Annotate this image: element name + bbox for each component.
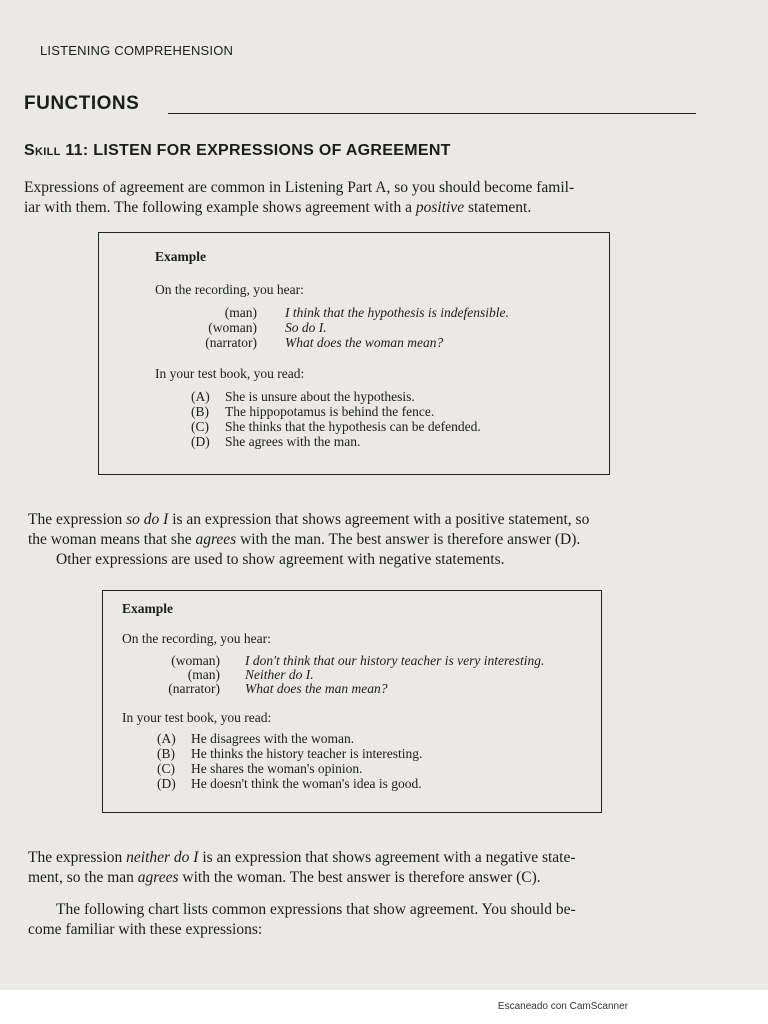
example-2-option (157, 731, 354, 747)
intro-paragraph (24, 178, 574, 218)
example-1-option (191, 419, 481, 435)
option-key: (D) (191, 434, 210, 449)
para2-line-3: Other expressions are used to show agreement with negative statements. (56, 551, 505, 568)
example-2-title: Example (122, 601, 174, 616)
option-key: (B) (157, 746, 175, 761)
para3-line-2b: with the woman. The best answer is therefore answer (C). (178, 869, 541, 886)
para2-line-1b: is an expression that shows agreement with a positive statement, so (168, 511, 590, 528)
para2-line-1a: The expression (28, 511, 127, 528)
example-2-option (157, 761, 363, 777)
example-1-title: Example (155, 249, 207, 264)
option-key: (C) (191, 419, 209, 434)
explanation-paragraph-2 (28, 848, 576, 888)
example-1-line: So do I. (285, 320, 327, 335)
intro-emphasis: positive (415, 199, 465, 216)
option-key: (A) (157, 731, 176, 746)
section-title: FUNCTIONS (24, 93, 140, 114)
para3-emphasis-2: agrees (137, 869, 179, 886)
option-text: He disagrees with the woman. (191, 731, 355, 746)
para4-line-2: come familiar with these expressions: (28, 921, 263, 938)
example-2-hear-label: On the recording, you hear: (122, 631, 271, 646)
para3-emphasis-1: neither do I (126, 849, 199, 866)
option-key: (A) (191, 389, 210, 404)
para4-line-1: The following chart lists common expressions that show agreement. You should be- (56, 901, 576, 918)
para2-line-2a: the woman means that she (28, 531, 196, 548)
skill-title: LISTEN FOR EXPRESSIONS OF AGREEMENT (93, 142, 451, 159)
example-1-line: What does the woman mean? (285, 335, 444, 350)
option-text: He shares the woman's opinion. (191, 761, 363, 776)
example-1-read-label: In your test book, you read: (155, 366, 305, 381)
example-2-speaker: (narrator) (168, 681, 220, 696)
option-text: He thinks the history teacher is interesting. (191, 746, 423, 761)
example-1-speaker: (woman) (208, 320, 257, 335)
example-2-read-label: In your test book, you read: (122, 710, 272, 725)
option-text: She agrees with the man. (225, 434, 361, 449)
para3-line-2a: ment, so the man (28, 869, 138, 886)
example-2-option (157, 746, 422, 762)
example-1-line: I think that the hypothesis is indefensible. (285, 305, 509, 320)
example-1-option (191, 434, 360, 450)
explanation-paragraph-1 (28, 510, 589, 570)
para2-line-2b: with the man. The best answer is therefore answer (D). (236, 531, 581, 548)
skill-heading (24, 142, 451, 160)
example-2-speaker: (woman) (171, 653, 220, 668)
chart-intro-paragraph (28, 900, 576, 940)
example-1-speaker: (narrator) (205, 335, 257, 350)
para3-line-1a: The expression (28, 849, 127, 866)
para2-emphasis-1: so do I (126, 511, 169, 528)
skill-label: Skill 11: (24, 142, 89, 159)
option-text: She thinks that the hypothesis can be defended. (225, 419, 481, 434)
example-2-line: Neither do I. (245, 667, 314, 682)
option-key: (D) (157, 776, 176, 791)
intro-line-2b: statement. (464, 199, 532, 216)
example-1-hear-label: On the recording, you hear: (155, 282, 304, 297)
option-text: He doesn't think the woman's idea is good. (191, 776, 422, 791)
example-1-option (191, 389, 415, 405)
para2-emphasis-2: agrees (195, 531, 237, 548)
option-text: The hippopotamus is behind the fence. (225, 404, 435, 419)
example-2-speaker: (man) (187, 667, 220, 682)
option-key: (C) (157, 761, 175, 776)
intro-line-1: Expressions of agreement are common in Listening Part A, so you should become famil- (24, 179, 575, 196)
section-rule (168, 113, 696, 114)
scanner-footer (0, 990, 768, 1024)
example-1-option (191, 404, 434, 420)
option-key: (B) (191, 404, 209, 419)
intro-line-2a: iar with them. The following example shows agreement with a (24, 199, 416, 216)
para3-line-1b: is an expression that shows agreement with a negative state- (198, 849, 576, 866)
example-1-speaker: (man) (224, 305, 257, 320)
running-head: LISTENING COMPREHENSION (40, 43, 234, 58)
example-2-option (157, 776, 422, 792)
example-2-line: What does the man mean? (245, 681, 388, 696)
example-2-line: I don't think that our history teacher is very interesting. (245, 653, 545, 668)
camscanner-watermark: Escaneado con CamScanner (497, 1001, 628, 1012)
option-text: She is unsure about the hypothesis. (225, 389, 415, 404)
